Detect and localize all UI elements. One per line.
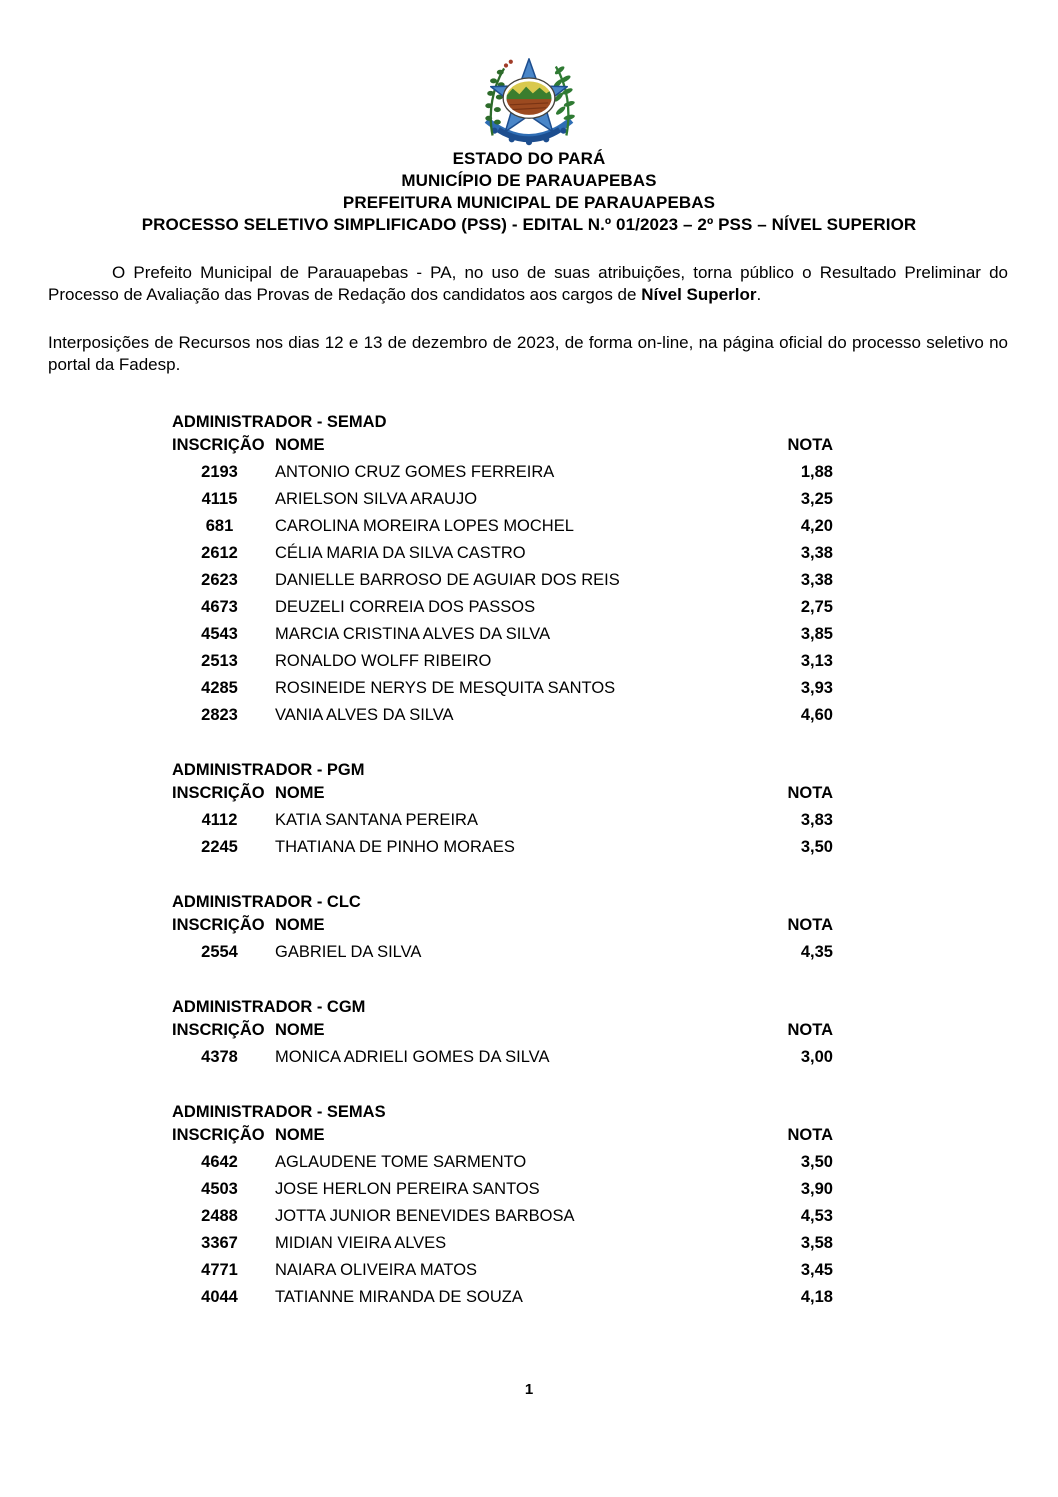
column-header-inscricao: INSCRIÇÃO xyxy=(172,1021,265,1039)
wreath-bead xyxy=(509,136,515,142)
table-row xyxy=(172,1048,833,1075)
table-header-row xyxy=(172,784,833,811)
cell-nome: MIDIAN VIEIRA ALVES xyxy=(275,1234,447,1252)
cell-inscricao: 3367 xyxy=(201,1234,238,1252)
table-row xyxy=(172,1261,833,1288)
cell-nome: VANIA ALVES DA SILVA xyxy=(275,706,454,724)
cell-inscricao: 2193 xyxy=(201,463,238,481)
cell-nome: MONICA ADRIELI GOMES DA SILVA xyxy=(275,1048,550,1066)
cell-nota: 4,20 xyxy=(800,517,833,535)
column-header-nome: NOME xyxy=(275,1126,325,1144)
cell-nome: MARCIA CRISTINA ALVES DA SILVA xyxy=(275,625,551,643)
cell-inscricao: 4378 xyxy=(201,1048,238,1066)
cell-inscricao: 4115 xyxy=(201,490,238,508)
cell-inscricao: 4112 xyxy=(201,811,238,829)
document-header xyxy=(0,148,1058,236)
cell-nome: ROSINEIDE NERYS DE MESQUITA SANTOS xyxy=(275,679,616,697)
table-row xyxy=(172,1234,833,1261)
table-row xyxy=(172,490,833,517)
column-header-nota: NOTA xyxy=(787,436,833,454)
cell-nome: RONALDO WOLFF RIBEIRO xyxy=(275,652,492,670)
header-municipio: MUNICÍPIO DE PARAUAPEBAS xyxy=(401,171,657,190)
section-title: ADMINISTRADOR - CGM xyxy=(172,998,366,1016)
cell-nota: 4,18 xyxy=(800,1288,833,1306)
wreath-bead xyxy=(560,128,566,134)
column-header-inscricao: INSCRIÇÃO xyxy=(172,784,265,802)
cell-nome: ANTONIO CRUZ GOMES FERREIRA xyxy=(275,463,555,481)
cell-inscricao: 2623 xyxy=(201,571,238,589)
cell-inscricao: 2612 xyxy=(201,544,238,562)
cell-inscricao: 2488 xyxy=(201,1207,238,1225)
cell-nome: DANIELLE BARROSO DE AGUIAR DOS REIS xyxy=(275,571,620,589)
column-header-nota: NOTA xyxy=(787,1021,833,1039)
cell-nota: 3,90 xyxy=(800,1180,833,1198)
cargo-section xyxy=(172,993,833,1075)
cargo-section xyxy=(172,756,833,865)
table-header-row xyxy=(172,1021,833,1048)
table-row xyxy=(172,943,833,970)
table-row xyxy=(172,598,833,625)
cell-nome: GABRIEL DA SILVA xyxy=(275,943,422,961)
cargo-section xyxy=(172,1098,833,1315)
cell-inscricao: 4642 xyxy=(201,1153,238,1171)
table-row xyxy=(172,1288,833,1315)
cell-nome: TATIANNE MIRANDA DE SOUZA xyxy=(275,1288,523,1306)
cell-nota: 3,50 xyxy=(800,838,833,856)
header-edital: PROCESSO SELETIVO SIMPLIFICADO (PSS) - EDITAL N.º 01/2023 – 2º PSS – NÍVEL SUPERIOR xyxy=(141,215,917,234)
cell-nota: 3,45 xyxy=(800,1261,833,1279)
cell-nome: NAIARA OLIVEIRA MATOS xyxy=(275,1261,478,1279)
column-header-nome: NOME xyxy=(275,784,325,802)
cell-inscricao: 681 xyxy=(205,517,234,535)
cell-inscricao: 2823 xyxy=(201,706,238,724)
cell-inscricao: 4285 xyxy=(201,679,238,697)
cell-nota: 3,85 xyxy=(800,625,833,643)
table-row xyxy=(172,463,833,490)
column-header-inscricao: INSCRIÇÃO xyxy=(172,436,265,454)
paragraph-intro xyxy=(48,262,1008,305)
header-state: ESTADO DO PARÁ xyxy=(452,149,606,168)
cell-nota: 4,53 xyxy=(800,1207,833,1225)
cell-nome: KATIA SANTANA PEREIRA xyxy=(275,811,478,829)
cell-nome: JOSE HERLON PEREIRA SANTOS xyxy=(275,1180,540,1198)
table-row xyxy=(172,652,833,679)
table-row xyxy=(172,625,833,652)
cell-nota: 3,38 xyxy=(800,571,833,589)
table-row xyxy=(172,706,833,733)
cell-nome: JOTTA JUNIOR BENEVIDES BARBOSA xyxy=(275,1207,575,1225)
table-row xyxy=(172,838,833,865)
cargo-section xyxy=(172,888,833,970)
cell-inscricao: 4044 xyxy=(201,1288,238,1306)
cell-nome: THATIANA DE PINHO MORAES xyxy=(275,838,515,856)
table-row xyxy=(172,544,833,571)
cell-nome: CAROLINA MOREIRA LOPES MOCHEL xyxy=(275,517,574,535)
cell-inscricao: 4543 xyxy=(201,625,238,643)
cell-nota: 3,13 xyxy=(800,652,833,670)
result-sections xyxy=(172,408,833,1315)
cargo-section xyxy=(172,408,833,733)
header-prefeitura: PREFEITURA MUNICIPAL DE PARAUAPEBAS xyxy=(342,193,716,212)
table-row xyxy=(172,1207,833,1234)
cell-inscricao: 4771 xyxy=(201,1261,238,1279)
cell-nome: ARIELSON SILVA ARAUJO xyxy=(275,490,478,508)
section-title: ADMINISTRADOR - SEMAS xyxy=(172,1103,386,1121)
table-row xyxy=(172,517,833,544)
paragraph-recursos: Interposições de Recursos nos dias 12 e 13 de dezembro de 2023, de forma on-line, na página oficial do processo seletivo no portal da Fadesp. xyxy=(48,333,1008,374)
cell-nota: 4,35 xyxy=(800,943,833,961)
cell-inscricao: 2554 xyxy=(201,943,238,961)
table-row xyxy=(172,1153,833,1180)
cell-inscricao: 2245 xyxy=(201,838,238,856)
column-header-nome: NOME xyxy=(275,916,325,934)
table-row xyxy=(172,571,833,598)
cell-nota: 3,25 xyxy=(800,490,833,508)
cell-inscricao: 4503 xyxy=(201,1180,238,1198)
page-number: 1 xyxy=(524,1381,534,1398)
column-header-nota: NOTA xyxy=(787,916,833,934)
intro-bold-text: Nível Superlor xyxy=(641,284,757,304)
column-header-inscricao: INSCRIÇÃO xyxy=(172,916,265,934)
section-title: ADMINISTRADOR - CLC xyxy=(172,893,361,911)
column-header-nome: NOME xyxy=(275,436,325,454)
table-header-row xyxy=(172,436,833,463)
cell-nome: CÉLIA MARIA DA SILVA CASTRO xyxy=(275,544,526,562)
cell-nota: 3,50 xyxy=(800,1153,833,1171)
column-header-inscricao: INSCRIÇÃO xyxy=(172,1126,265,1144)
cell-nota: 1,88 xyxy=(800,463,833,481)
cell-nota: 3,00 xyxy=(800,1048,833,1066)
wreath-bead xyxy=(526,139,532,145)
column-header-nota: NOTA xyxy=(787,1126,833,1144)
column-header-nota: NOTA xyxy=(787,784,833,802)
table-row xyxy=(172,679,833,706)
table-header-row xyxy=(172,916,833,943)
intro-period: . xyxy=(756,284,762,304)
section-title: ADMINISTRADOR - PGM xyxy=(172,761,365,779)
intro-text: O Prefeito Municipal de Parauapebas - PA, no uso de suas atribuições, torna público o Resultado Preliminar do Processo de Avaliação das Provas de Redação dos candidatos aos cargos de xyxy=(48,263,1008,304)
cell-nota: 3,83 xyxy=(800,811,833,829)
table-header-row xyxy=(172,1126,833,1153)
cell-inscricao: 2513 xyxy=(201,652,238,670)
cell-nota: 3,58 xyxy=(800,1234,833,1252)
cell-nota: 3,38 xyxy=(800,544,833,562)
coat-of-arms xyxy=(470,55,588,147)
cell-nota: 3,93 xyxy=(800,679,833,697)
cell-nota: 4,60 xyxy=(800,706,833,724)
cell-nome: DEUZELI CORREIA DOS PASSOS xyxy=(275,598,536,616)
cell-nota: 2,75 xyxy=(800,598,833,616)
section-title: ADMINISTRADOR - SEMAD xyxy=(172,413,387,431)
wreath-bead xyxy=(543,136,549,142)
column-header-nome: NOME xyxy=(275,1021,325,1039)
cell-inscricao: 4673 xyxy=(201,598,238,616)
cell-nome: AGLAUDENE TOME SARMENTO xyxy=(275,1153,527,1171)
table-row xyxy=(172,811,833,838)
table-row xyxy=(172,1180,833,1207)
